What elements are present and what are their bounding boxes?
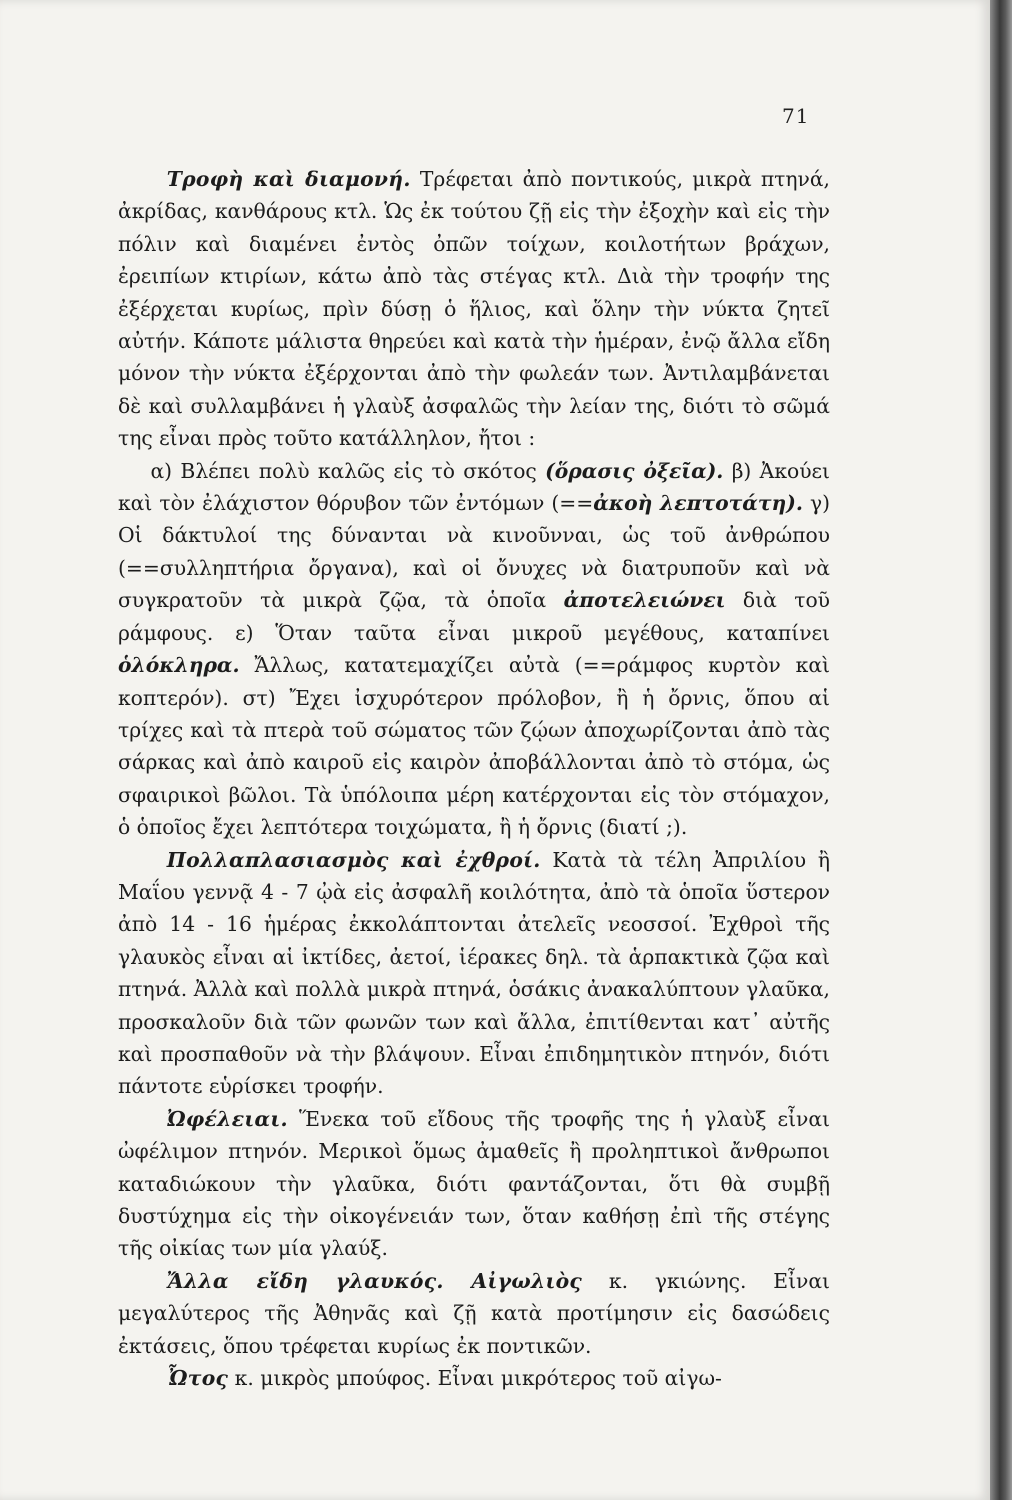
paragraph-heading: Ὦτος	[166, 1366, 229, 1391]
paragraph-heading: Τροφὴ καὶ διαμονή.	[166, 167, 411, 191]
text-segment: κ. μικρὸς μπούφος. Εἶναι μικρότερος τοῦ αἰγω-	[228, 1366, 722, 1391]
emphasized-term: ὁλόκληρα.	[118, 653, 240, 678]
paragraph-heading: Ὠφέλειαι.	[166, 1106, 288, 1131]
text-segment: Τρέφεται ἀπὸ ποντικούς, μικρὰ πτηνά, ἀκρίδας, κανθάρους κτλ. Ὡς ἐκ τούτου ζῇ εἰς τὴν ἐξοχὴν καὶ εἰς τὴν πόλιν καὶ διαμένει ἐντὸς ὀπῶν τοίχων, κοιλοτήτων βράχων, ἐρειπίων κτιρίων, κάτω ἀπὸ τὰς στέγας κτλ. Διὰ τὴν τροφήν της ἐξέρχεται κυρίως, πρὶν δύσῃ ὁ ἥλιος, καὶ ὅλην τὴν νύκτα ζητεῖ αὐτήν. Κάποτε μάλιστα θηρεύει καὶ κατὰ τὴν ἡμέραν, ἐνῷ ἄλλα εἴδη μόνον τὴν νύκτα ἐξέρχονται ἀπὸ τὴν φωλεάν των. Ἀντιλαμβάνεται δὲ καὶ συλλαμβάνει ἡ γλαὺξ ἀσφαλῶς τὴν λείαν της, διότι τὸ σῶμά της εἶναι πρὸς τοῦτο κατάλληλον, ἤτοι :	[118, 167, 830, 451]
emphasized-term: ἀκοὴ λεπτοτάτη).	[593, 491, 803, 516]
paragraph-heading: Ἄλλα εἴδη γλαυκός. Αἰγωλιὸς	[166, 1268, 583, 1293]
text-segment: διὰ τοῦ ράμφους. ε) Ὅταν ταῦτα εἶναι μικροῦ μεγέθους, καταπίνει	[118, 588, 830, 645]
paragraph	[118, 1103, 830, 1265]
text-segment: Κατὰ τὰ τέλη Ἀπριλίου ἢ Μαΐου γεννᾷ 4 - 7 ᾠὰ εἰς ἀσφαλῆ κοιλότητα, ἀπὸ τὰ ὁποῖα ὕστερον ἀπὸ 14 - 16 ἡμέρας ἐκκολάπτονται ἀτελεῖς νεοσσοί. Ἐχθροὶ τῆς γλαυκὸς εἶναι αἱ ἰκτίδες, ἀετοί, ἱέρακες δηλ. τὰ ἁρπακτικὰ ζῷα καὶ πτηνά. Ἀλλὰ καὶ πολλὰ μικρὰ πτηνά, ὁσάκις ἀνακαλύπτουν γλαῦκα, προσκαλοῦν διὰ τῶν φωνῶν των καὶ ἄλλα, ἐπιτίθενται κατ᾽ αὐτῆς καὶ προσπαθοῦν νὰ τὴν βλάψουν. Εἶναι ἐπιδημητικὸν πτηνόν, διότι πάντοτε εὑρίσκει τροφήν.	[118, 847, 830, 1099]
text-segment: β) Ἀκούει καὶ τὸν ἐλάχιστον θόρυβον τῶν ἐντόμων (==	[118, 458, 830, 516]
text-segment: α) Βλέπει πολὺ καλῶς εἰς τὸ σκότος	[150, 458, 546, 483]
body-text	[118, 163, 830, 1394]
text-segment: Ἄλλως, κατατεμαχίζει αὐτὰ (==ράμφος κυρτὸν καὶ κοπτερόν). στ) Ἔχει ἰσχυρότερον πρόλοβον, ἢ ἡ ὄρνις, ὅπου αἱ τρίχες καὶ τὰ πτερὰ τοῦ σώματος τῶν ζῴων ἀποχωρίζονται ἀπὸ τὰς σάρκας καὶ ἀπὸ καιροῦ εἰς καιρὸν ἀποβάλλονται ἀπὸ τὸ στόμα, ὡς σφαιρικοὶ βῶλοι. Τὰ ὑπόλοιπα μέρη κατέρχονται εἰς τὸν στόμαχον, ὁ ὁποῖος ἔχει λεπτότερα τοιχώματα, ἢ ἡ ὄρνις (διατί ;).	[118, 653, 830, 840]
paragraph	[118, 1362, 830, 1394]
emphasized-term: ἀποτελειώνει	[563, 588, 726, 613]
paragraph	[118, 163, 830, 455]
page-number: 71	[782, 104, 810, 128]
book-spine-edge	[990, 0, 1012, 1500]
paragraph-heading: Πολλαπλασιασμὸς καὶ ἐχθροί.	[166, 847, 541, 872]
text-segment: κ. γκιώνης. Εἶναι μεγαλύτερος τῆς Ἀθηνᾶς καὶ ζῇ κατὰ προτίμησιν εἰς δασώδεις ἐκτάσεις, ὅπου τρέφεται κυρίως ἐκ ποντικῶν.	[118, 1268, 830, 1358]
text-segment: Ἕνεκα τοῦ εἴδους τῆς τροφῆς της ἡ γλαὺξ εἶναι ὠφέλιμον πτηνόν. Μερικοὶ ὅμως ἀμαθεῖς ἢ προληπτικοὶ ἄνθρωποι καταδιώκουν τὴν γλαῦκα, διότι φαντάζονται, ὅτι θὰ συμβῇ δυστύχημα εἰς τὴν οἰκογένειάν των, ὅταν καθήσῃ ἐπὶ τῆς στέγης τῆς οἰκίας των μία γλαύξ.	[118, 1106, 830, 1261]
paragraph	[118, 844, 830, 1103]
emphasized-term: (ὅρασις ὀξεῖα).	[545, 458, 724, 483]
text-segment: γ) Οἱ δάκτυλοί της δύνανται νὰ κινοῦνναι, ὡς τοῦ ἀνθρώπου (==συλληπτήρια ὄργανα), καὶ οἱ ὄνυχες νὰ διατρυποῦν καὶ νὰ συγκρατοῦν τὰ μικρὰ ζῷα, τὰ ὁποῖα	[118, 491, 830, 613]
paragraph	[118, 1265, 830, 1362]
paragraph	[118, 455, 830, 844]
